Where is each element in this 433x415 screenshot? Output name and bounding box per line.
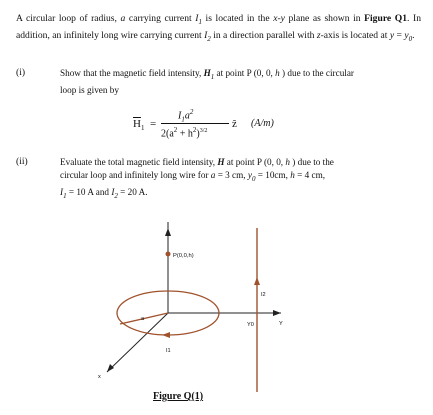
question-ii-label: (ii) (16, 156, 28, 167)
loop-current-arrow (162, 332, 170, 338)
q1-text-1: Show that the magnetic field intensity, (60, 68, 204, 78)
point-p-label: P(0,0,h) (173, 253, 194, 259)
intro-y0-sub: 0 (408, 34, 413, 43)
figure-caption: Figure Q(1) (153, 391, 204, 402)
intro-text-3: is located in the (201, 13, 274, 24)
intro-text-2: carrying current (125, 13, 196, 24)
intro-current-1-sub: 1 (198, 17, 202, 26)
intro-text-1: A circular loop of radius, (16, 13, 121, 24)
x-axis-label: x (98, 374, 101, 380)
question-ii-text: Evaluate the total magnetic field intensity, H at point P (0, 0, h ) due to the circular loop and infinitely long wire for a = 3 cm, $y_0 = 10cm$, h = 4 cm, $I_1 = 10$ A and $I_2 = 20$ A. (60, 157, 334, 200)
radius-label: a (141, 316, 145, 322)
q1-H1: H (203, 68, 211, 78)
q1-text-4: loop is given by (60, 84, 119, 95)
eq-denominator: $2(a^2 + h^2)^{3/2}$ (161, 126, 208, 140)
intro-current-2: I (204, 29, 208, 41)
eq-equals: = (150, 118, 157, 130)
q1-text-2: at point P (0, 0, (214, 68, 276, 78)
eq-lhs: $\overline{H}_1$ (133, 118, 145, 133)
q1-h: h (275, 68, 280, 78)
eq-zhat: ẑ (232, 118, 237, 130)
intro-radius-symbol: a (120, 13, 126, 24)
intro-y: y (389, 29, 395, 41)
intro-current-2-sub: 2 (207, 34, 211, 43)
intro-figure-ref: Figure Q1 (364, 13, 408, 24)
eq-numerator: $I_1a^2$ (178, 108, 194, 124)
y-axis-arrow (273, 310, 281, 316)
loop-current-label: I1 (166, 348, 171, 354)
intro-text-5: . In addition, an infinitely long wire carrying current (16, 13, 421, 41)
intro-text-9: . (412, 29, 415, 41)
q1-text-3: ) due to the circular (279, 68, 354, 78)
x-axis-arrow (107, 364, 114, 372)
intro-plane: x-y (273, 13, 285, 24)
intro-current-1: I (195, 13, 199, 24)
wire-current-arrow (254, 277, 260, 285)
question-i-label: (i) (16, 67, 26, 78)
y0-label: Y0 (247, 322, 254, 328)
intro-z: z (316, 29, 321, 41)
intro-y0: y (404, 29, 409, 41)
z-axis-arrow (165, 228, 171, 236)
point-p (166, 252, 171, 257)
intro-text-8: = (394, 29, 405, 41)
wire-current-label: I2 (261, 292, 266, 298)
intro-text-7: -axis is located at (320, 29, 390, 41)
x-axis (107, 313, 168, 372)
intro-text-6: in a direction parallel with (210, 29, 317, 41)
intro-text-4: plane as shown in (284, 13, 361, 24)
eq-unit: (A/m) (251, 118, 274, 129)
y-axis-label: Y (279, 321, 283, 327)
q1-H1-sub: 1 (210, 72, 215, 81)
